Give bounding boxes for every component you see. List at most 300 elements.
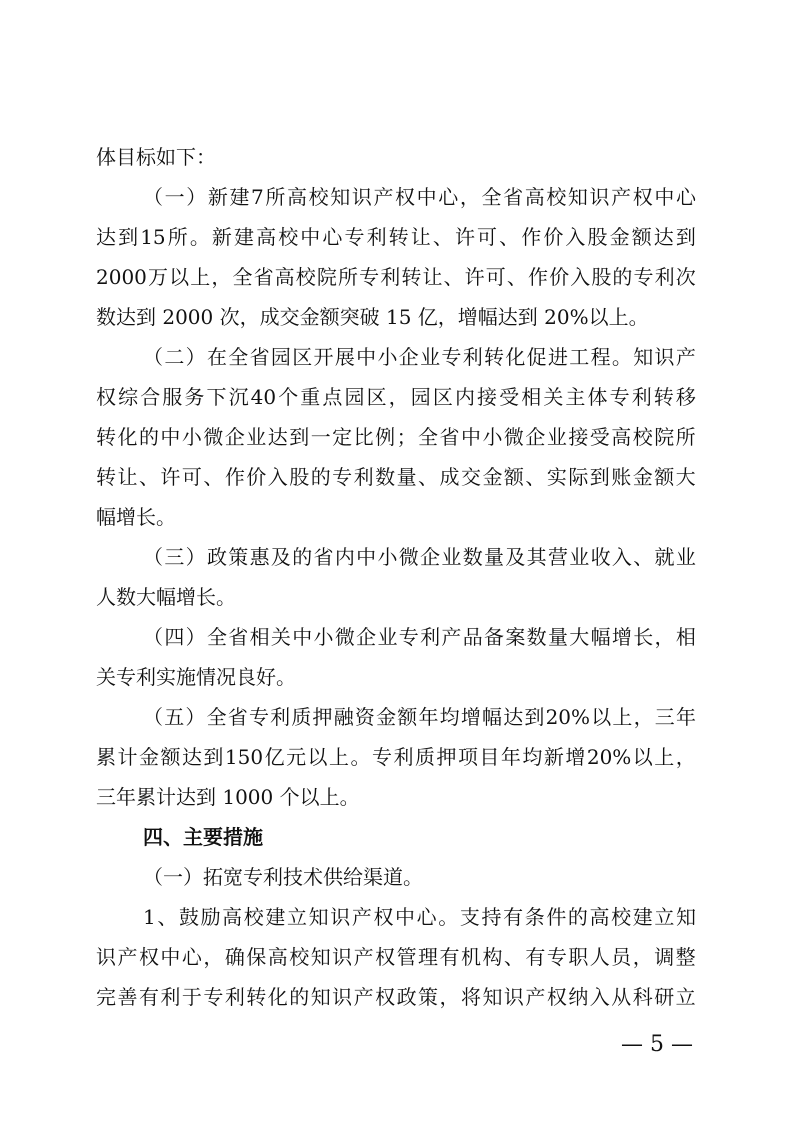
text-glyph: 园: [344, 385, 365, 409]
text-glyph: 支: [459, 905, 480, 929]
text-glyph: （: [143, 185, 163, 209]
text-glyph: ，: [211, 265, 232, 289]
text-glyph: 的: [567, 905, 588, 929]
paragraph-line: [143, 544, 696, 570]
paragraph-line: 体目标如下：: [96, 145, 216, 169]
text-glyph: 利: [654, 265, 675, 289]
text-glyph: 相: [675, 625, 696, 649]
text-glyph: 相: [521, 385, 542, 409]
text-glyph: 园: [270, 345, 291, 369]
text-glyph: 金: [482, 465, 503, 489]
text-glyph: 利: [380, 265, 401, 289]
text-glyph: 价: [543, 225, 564, 249]
text-glyph: 案: [505, 625, 526, 649]
text-glyph: 理: [418, 945, 439, 969]
text-glyph: 达: [267, 425, 288, 449]
text-glyph: 将: [460, 985, 481, 1009]
text-glyph: ，: [632, 945, 653, 969]
subsection-heading: （一）拓宽专利技术供给渠道。: [143, 865, 423, 889]
text-glyph: 知: [567, 185, 588, 209]
text-glyph: 1: [143, 905, 156, 929]
text-glyph: 关: [543, 385, 564, 409]
text-glyph: 高: [256, 225, 277, 249]
text-glyph: 权: [375, 985, 396, 1009]
text-glyph: 全: [481, 185, 502, 209]
text-glyph: 保: [246, 945, 267, 969]
text-glyph: 到: [203, 745, 224, 769]
text-glyph: 以: [591, 705, 612, 729]
text-glyph: 7: [251, 185, 264, 209]
text-glyph: （: [143, 345, 163, 369]
text-glyph: 利: [160, 985, 181, 1009]
text-glyph: 省: [228, 625, 249, 649]
paragraph-line: 三年累计达到 1000 个以上。: [96, 785, 360, 809]
text-glyph: 立: [287, 905, 307, 929]
text-glyph: 院: [316, 265, 337, 289]
text-glyph: 入: [611, 545, 632, 569]
text-glyph: 鼓: [178, 905, 199, 929]
text-glyph: 的: [292, 545, 313, 569]
text-glyph: 省: [503, 185, 524, 209]
text-glyph: 到: [118, 225, 139, 249]
text-glyph: 入: [267, 465, 288, 489]
text-glyph: 企: [356, 625, 377, 649]
text-glyph: 权: [138, 945, 159, 969]
text-glyph: 企: [398, 345, 419, 369]
text-glyph: 省: [313, 545, 334, 569]
text-glyph: 受: [499, 385, 520, 409]
text-glyph: 专: [372, 745, 392, 769]
text-glyph: 二: [164, 345, 185, 369]
text-glyph: 研: [654, 985, 675, 1009]
text-glyph: 以: [632, 745, 653, 769]
text-glyph: 化: [117, 425, 138, 449]
text-glyph: 五: [164, 705, 185, 729]
text-glyph: 、: [506, 265, 527, 289]
text-glyph: 识: [351, 185, 372, 209]
text-glyph: 综: [118, 385, 139, 409]
text-glyph: 促: [526, 345, 547, 369]
text-glyph: 许: [160, 465, 181, 489]
text-glyph: 作: [527, 265, 548, 289]
text-glyph: 数: [375, 465, 396, 489]
text-glyph: 高: [611, 425, 632, 449]
text-glyph: 产: [441, 625, 462, 649]
text-glyph: 。: [189, 225, 210, 249]
text-glyph: 转: [388, 225, 409, 249]
text-glyph: 专: [633, 265, 654, 289]
text-glyph: 的: [612, 265, 633, 289]
text-glyph: 专: [398, 625, 419, 649]
text-glyph: 、: [499, 225, 520, 249]
text-glyph: 可: [477, 225, 498, 249]
text-glyph: 成: [439, 465, 460, 489]
text-glyph: 上: [190, 265, 211, 289]
text-glyph: 营: [547, 545, 568, 569]
text-glyph: 业: [569, 545, 590, 569]
text-glyph: 沉: [228, 385, 249, 409]
text-glyph: 构: [482, 945, 503, 969]
text-glyph: 知: [310, 945, 331, 969]
text-glyph: ，: [459, 185, 480, 209]
text-glyph: 专: [441, 345, 462, 369]
text-glyph: 受: [589, 425, 610, 449]
text-glyph: 专: [203, 985, 224, 1009]
text-glyph: 上: [654, 745, 675, 769]
paragraph-line: [143, 704, 696, 730]
text-glyph: 利: [393, 745, 414, 769]
text-glyph: 际: [568, 465, 589, 489]
text-glyph: 内: [334, 545, 355, 569]
text-glyph: 全: [232, 265, 253, 289]
text-glyph: 质: [291, 705, 312, 729]
text-glyph: ，: [439, 985, 460, 1009]
text-glyph: ）: [185, 345, 206, 369]
text-glyph: 转: [401, 265, 422, 289]
text-glyph: 小: [482, 425, 503, 449]
text-glyph: 产: [611, 185, 632, 209]
paragraph-line: [96, 744, 696, 770]
text-glyph: 产: [351, 905, 372, 929]
text-glyph: 知: [675, 905, 696, 929]
paragraph-line: 关专利实施情况良好。: [96, 665, 296, 689]
text-glyph: 业: [420, 345, 441, 369]
text-glyph: 善: [117, 985, 138, 1009]
text-glyph: 额: [503, 465, 524, 489]
text-glyph: 利: [353, 465, 374, 489]
text-glyph: 幅: [482, 705, 502, 729]
text-glyph: 利: [420, 625, 441, 649]
text-glyph: 账: [611, 465, 632, 489]
text-glyph: 长: [633, 625, 654, 649]
text-glyph: 校: [278, 225, 299, 249]
text-glyph: 到: [524, 705, 545, 729]
text-glyph: 业: [441, 545, 462, 569]
text-glyph: 就: [654, 545, 675, 569]
text-glyph: 微: [203, 425, 224, 449]
text-glyph: 知: [482, 985, 503, 1009]
text-glyph: ；: [396, 425, 417, 449]
text-glyph: 数: [462, 545, 483, 569]
text-glyph: 省: [439, 425, 460, 449]
text-glyph: 实: [546, 465, 567, 489]
text-glyph: 职: [568, 945, 589, 969]
text-glyph: 融: [333, 705, 354, 729]
text-glyph: 所: [265, 185, 286, 209]
text-glyph: 让: [117, 465, 138, 489]
text-glyph: 中: [356, 345, 377, 369]
text-glyph: ）: [186, 185, 207, 209]
text-glyph: 区: [432, 385, 453, 409]
text-glyph: 有: [439, 945, 460, 969]
text-glyph: 企: [224, 425, 245, 449]
text-glyph: 到: [589, 465, 610, 489]
text-glyph: 利: [631, 385, 652, 409]
text-glyph: 知: [310, 985, 331, 1009]
text-glyph: 在: [206, 345, 227, 369]
text-glyph: 主: [565, 385, 586, 409]
text-glyph: 建: [265, 905, 286, 929]
text-glyph: 量: [396, 465, 417, 489]
text-glyph: 整: [675, 945, 696, 969]
text-glyph: 让: [410, 225, 431, 249]
text-glyph: 惠: [249, 545, 270, 569]
text-glyph: 上: [612, 705, 633, 729]
text-glyph: 策: [418, 985, 439, 1009]
paragraph-line: [96, 464, 696, 490]
text-glyph: 、: [138, 465, 159, 489]
text-glyph: 、: [443, 265, 464, 289]
text-glyph: 达: [503, 705, 524, 729]
text-glyph: ，: [633, 705, 654, 729]
text-glyph: 高: [589, 905, 610, 929]
text-glyph: 中: [160, 425, 181, 449]
text-glyph: 、: [203, 465, 224, 489]
text-glyph: ，: [203, 945, 224, 969]
page-number: — 5 —: [621, 1032, 693, 1057]
text-glyph: 中: [292, 625, 313, 649]
text-glyph: 高: [222, 905, 243, 929]
text-glyph: 增: [611, 625, 632, 649]
text-glyph: 接: [477, 385, 498, 409]
text-glyph: 机: [460, 945, 481, 969]
text-glyph: 转: [96, 465, 116, 489]
text-glyph: 金: [632, 465, 653, 489]
text-glyph: ）: [185, 545, 206, 569]
text-glyph: 许: [454, 225, 475, 249]
text-glyph: 专: [546, 945, 567, 969]
text-glyph: （: [143, 545, 163, 569]
text-glyph: 20%: [586, 745, 632, 769]
text-glyph: 心: [675, 185, 696, 209]
text-glyph: 专: [248, 705, 269, 729]
text-glyph: 策: [228, 545, 249, 569]
text-glyph: 高: [287, 185, 307, 209]
text-glyph: 权: [632, 185, 653, 209]
text-glyph: 内: [454, 385, 475, 409]
text-glyph: 员: [611, 945, 632, 969]
text-glyph: 目: [479, 745, 500, 769]
text-glyph: 心: [416, 905, 437, 929]
text-glyph: 立: [675, 985, 696, 1009]
text-glyph: 资: [354, 705, 375, 729]
text-glyph: 业: [377, 625, 398, 649]
text-glyph: 、: [432, 225, 453, 249]
text-glyph: 微: [503, 425, 524, 449]
text-glyph: 合: [140, 385, 161, 409]
text-glyph: 定: [332, 425, 353, 449]
text-glyph: 上: [329, 745, 350, 769]
text-glyph: 利: [366, 225, 387, 249]
text-glyph: 中: [416, 185, 437, 209]
text-glyph: 产: [373, 185, 394, 209]
text-glyph: （: [143, 625, 163, 649]
text-glyph: 的: [138, 425, 159, 449]
text-glyph: 有: [525, 945, 546, 969]
text-glyph: 三: [654, 705, 675, 729]
text-glyph: 知: [633, 345, 654, 369]
text-glyph: 权: [375, 945, 396, 969]
text-glyph: 微: [334, 625, 355, 649]
text-glyph: 达: [96, 225, 116, 249]
text-glyph: 到: [289, 425, 310, 449]
text-glyph: 权: [546, 985, 567, 1009]
text-glyph: 于: [181, 985, 202, 1009]
text-glyph: 建: [632, 905, 653, 929]
paragraph-line: [143, 904, 696, 930]
text-glyph: 识: [332, 945, 353, 969]
text-glyph: 持: [481, 905, 502, 929]
text-glyph: 励: [200, 905, 221, 929]
text-glyph: 建: [229, 185, 250, 209]
text-glyph: 利: [224, 985, 245, 1009]
text-glyph: 押: [436, 745, 457, 769]
text-glyph: 院: [654, 425, 675, 449]
text-glyph: 心: [181, 945, 202, 969]
text-glyph: 专: [359, 265, 380, 289]
text-glyph: 一: [164, 185, 185, 209]
text-glyph: 四: [164, 625, 185, 649]
text-glyph: 可: [485, 265, 506, 289]
text-glyph: 权: [96, 385, 116, 409]
text-glyph: 及: [270, 545, 291, 569]
text-glyph: 小: [181, 425, 202, 449]
text-glyph: 收: [590, 545, 611, 569]
text-glyph: 校: [546, 185, 567, 209]
text-glyph: 进: [547, 345, 568, 369]
text-glyph: 知: [308, 905, 329, 929]
text-glyph: 金: [138, 745, 159, 769]
text-glyph: 相: [249, 625, 270, 649]
text-glyph: 业: [246, 425, 267, 449]
text-glyph: 年: [675, 705, 696, 729]
text-glyph: 校: [289, 945, 310, 969]
text-glyph: 建: [234, 225, 255, 249]
text-glyph: 心: [322, 225, 343, 249]
text-glyph: 项: [457, 745, 478, 769]
text-glyph: 产: [117, 945, 138, 969]
text-glyph: 高: [267, 945, 288, 969]
paragraph-line: [143, 344, 696, 370]
text-glyph: 增: [460, 705, 481, 729]
text-glyph: 个: [278, 385, 299, 409]
text-glyph: 年: [418, 705, 439, 729]
text-glyph: ）: [185, 705, 206, 729]
text-glyph: ，: [675, 745, 696, 769]
text-glyph: 企: [525, 425, 546, 449]
text-glyph: 全: [206, 705, 227, 729]
text-glyph: 识: [654, 345, 675, 369]
text-glyph: 。: [611, 345, 632, 369]
text-glyph: 全: [206, 625, 227, 649]
text-glyph: 条: [524, 905, 545, 929]
text-glyph: 一: [310, 425, 331, 449]
paragraph-line: 人数大幅增长。: [96, 585, 236, 609]
text-glyph: 中: [356, 545, 377, 569]
text-glyph: ，: [654, 625, 675, 649]
text-glyph: 入: [570, 265, 591, 289]
paragraph-line: [96, 224, 696, 250]
text-glyph: 纳: [568, 985, 589, 1009]
text-glyph: 比: [353, 425, 374, 449]
text-glyph: 产: [675, 345, 696, 369]
text-glyph: 三: [164, 545, 185, 569]
text-glyph: 从: [611, 985, 632, 1009]
text-glyph: 识: [330, 905, 351, 929]
text-glyph: 转: [96, 425, 116, 449]
text-glyph: 累: [96, 745, 116, 769]
text-glyph: 校: [632, 425, 653, 449]
text-glyph: 达: [181, 745, 202, 769]
text-glyph: 科: [632, 985, 653, 1009]
text-glyph: 高: [524, 185, 545, 209]
text-glyph: 识: [589, 185, 610, 209]
paragraph-line: [143, 184, 696, 210]
text-glyph: 新: [207, 185, 228, 209]
text-glyph: 知: [330, 185, 351, 209]
text-glyph: 业: [546, 425, 567, 449]
text-glyph: 确: [224, 945, 245, 969]
paragraph-line: [143, 624, 696, 650]
text-glyph: 中: [395, 905, 416, 929]
text-glyph: 中: [654, 185, 675, 209]
paragraph-line: [96, 384, 696, 410]
text-glyph: 增: [565, 745, 586, 769]
text-glyph: 价: [246, 465, 267, 489]
text-glyph: 调: [654, 945, 675, 969]
text-glyph: 达: [653, 225, 674, 249]
text-glyph: 心: [438, 185, 459, 209]
text-glyph: 校: [295, 265, 316, 289]
text-glyph: 量: [484, 545, 504, 569]
text-glyph: 量: [547, 625, 568, 649]
text-glyph: 所: [338, 265, 358, 289]
text-glyph: 程: [590, 345, 611, 369]
text-glyph: 额: [397, 705, 418, 729]
text-glyph: 入: [565, 225, 586, 249]
text-glyph: 40: [250, 385, 277, 409]
text-glyph: 校: [243, 905, 264, 929]
text-glyph: 完: [96, 985, 116, 1009]
text-glyph: 、: [525, 465, 546, 489]
text-glyph: 权: [373, 905, 394, 929]
text-glyph: 产: [525, 985, 546, 1009]
text-glyph: 识: [332, 985, 353, 1009]
text-glyph: 交: [460, 465, 481, 489]
text-glyph: 的: [310, 465, 331, 489]
paragraph-line: [96, 984, 696, 1010]
paragraph-line: [96, 264, 696, 290]
text-glyph: 权: [395, 185, 416, 209]
text-glyph: 大: [569, 625, 590, 649]
text-glyph: 利: [270, 705, 291, 729]
text-glyph: 高: [274, 265, 295, 289]
text-glyph: 以: [307, 745, 328, 769]
text-glyph: 管: [396, 945, 417, 969]
text-glyph: 亿: [264, 745, 285, 769]
text-glyph: 的: [289, 985, 310, 1009]
text-glyph: 有: [503, 905, 524, 929]
text-glyph: 计: [117, 745, 138, 769]
text-glyph: 均: [439, 705, 460, 729]
text-glyph: 省: [249, 345, 270, 369]
text-glyph: 、: [503, 945, 524, 969]
text-glyph: 转: [484, 345, 504, 369]
text-glyph: 人: [589, 945, 610, 969]
text-glyph: 全: [418, 425, 439, 449]
text-glyph: 新: [543, 745, 564, 769]
text-glyph: 省: [227, 705, 248, 729]
